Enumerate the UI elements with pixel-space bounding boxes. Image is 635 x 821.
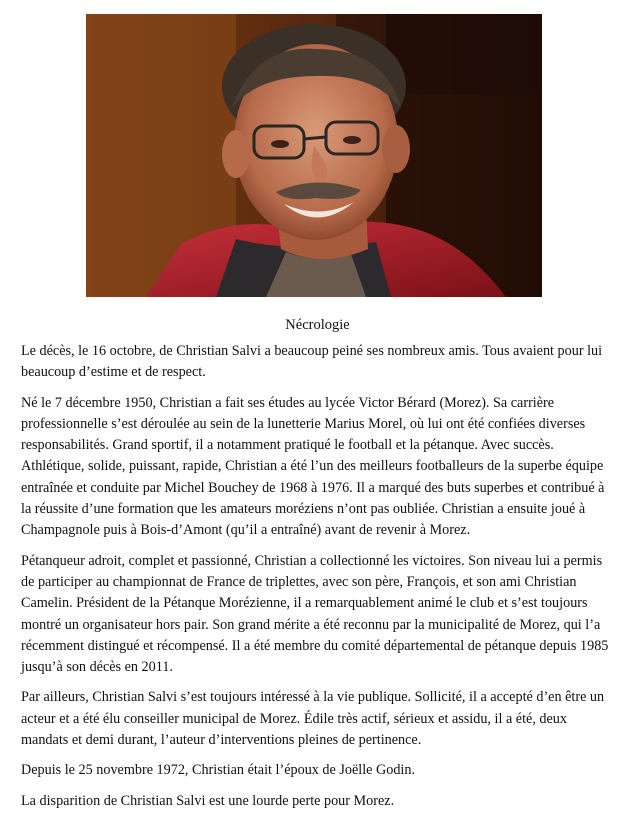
- paragraph-intro: Le décès, le 16 octobre, de Christian Salvi a beaucoup peiné ses nombreux amis. Tous avaient pour lui beaucoup d’estime et de respect.: [21, 343, 603, 381]
- paragraph-closing: La disparition de Christian Salvi est une lourde perte pour Morez.: [21, 792, 395, 809]
- paragraph-marriage: Depuis le 25 novembre 1972, Christian était l’époux de Joëlle Godin.: [21, 762, 416, 779]
- paragraph-career: Né le 7 décembre 1950, Christian a fait ses études au lycée Victor Bérard (Morez). Sa carrière professionnelle s’est déroulée au sein de la lunetterie Marius Morel, où lui ont été confiées diverses responsabilités. Grand sportif, il a notamment pratiqué le football et la pétanque. Avec succès. Athlétique, solide, puissant, rapide, Christian a été l’un des meilleurs footballeurs de la superbe équipe entraînée et conduite par Michel Bouchey de 1968 à 1976. Il a marqué des buts superbes et contribué à la réussite d’une formation que les amateurs moréziens n’ont pas oubliée. Christian a ensuite joué à Champagnole puis à Bois-d’Amont (qu’il a entraîné) avant de revenir à Morez.: [21, 394, 605, 539]
- paragraph-petanque: Pétanqueur adroit, complet et passionné, Christian a collectionné les victoires. Son niveau lui a permis de participer au championnat de France de triplettes, avec son père, François, et son ami Christian Camelin. Président de la Pétanque Morézienne, il a remarquablement animé le club et s’est toujours montré un organisateur hors pair. Son grand mérite a été reconnu par la municipalité de Morez, qui l’a récemment distingué et récompensé. Il a été membre du comité départemental de pétanque depuis 1985 jusqu’à son décès en 2011.: [21, 552, 609, 676]
- paragraph-public-life: Par ailleurs, Christian Salvi s’est toujours intéressé à la vie publique. Sollicité, il a accepté d’en être un acteur et a été élu conseiller municipal de Morez. Édile très actif, sérieux et assidu, il a été, deux mandats et demi durant, l’auteur d’interventions pleines de pertinence.: [21, 689, 605, 749]
- portrait-photo: [86, 14, 542, 297]
- photo-caption: Nécrologie: [285, 317, 350, 333]
- article-body: [21, 341, 617, 821]
- portrait-image: [86, 14, 542, 297]
